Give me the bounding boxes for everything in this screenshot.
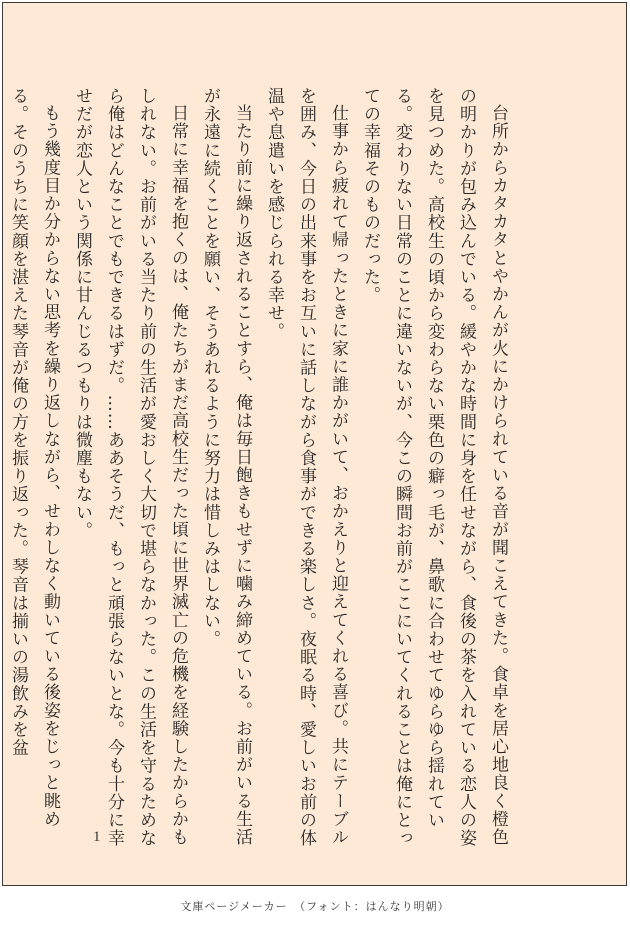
paragraph-4: 日常に幸福を抱くのは、俺たちがまだ高校生だった頃に世界滅亡の危機を経験したからかもしれない。お前がいる当たり前の生活が愛おしく大切で堪らなかった。この生活を守るためなら俺はどんなことでもできるはずだ。……ああそうだ、もっと頑張らないとな。今も十分に幸せだが恋人という関係に甘んじるつもりは微塵もない。 [72, 87, 188, 848]
page-number: 1 [93, 829, 101, 845]
paragraph-1: 台所からカタカタとやかんが火にかけられている音が聞こえてきた。食卓を居心地良く橙色の明かりが包み込んでいる。緩やかな時間に身を任せながら、食後の茶を入れている恋人の姿を見つめた。高校生の頃から変わらない栗色の癖っ毛が、鼻歌に合わせてゆらゆら揺れている。変わりない日常のことに違いないが、今この瞬間お前がここにいてくれることは俺にとっての幸福そのものだった。 [360, 87, 508, 848]
footer-credit: 文庫ページメーカー （フォント：はんなり明朝） [180, 900, 450, 913]
paragraph-5: もう幾度目か分からない思考を繰り返しながら、せわしなく動いている後姿をじっと眺める。そのうちに笑顔を湛えた琴音が俺の方を振り返った。琴音は揃いの湯飲みを盆 [8, 87, 60, 828]
paragraph-3: 当たり前に繰り返されることすら、俺は毎日飽きもせずに噛み締めている。お前がいる生活が永遠に続くことを願い、そうあれるように努力は惜しみはしない。 [200, 87, 252, 847]
vertical-text-body [2, 87, 514, 855]
book-page [2, 2, 627, 886]
paragraph-2: 仕事から疲れて帰ったときに家に誰かがいて、おかえりと迎えてくれる喜び。共にテーブルを囲み、今日の出来事をお互いに話しながら食事ができる楽しさ。夜眠る時、愛しいお前の体温や息遣いを感じられる幸せ。 [264, 87, 348, 848]
